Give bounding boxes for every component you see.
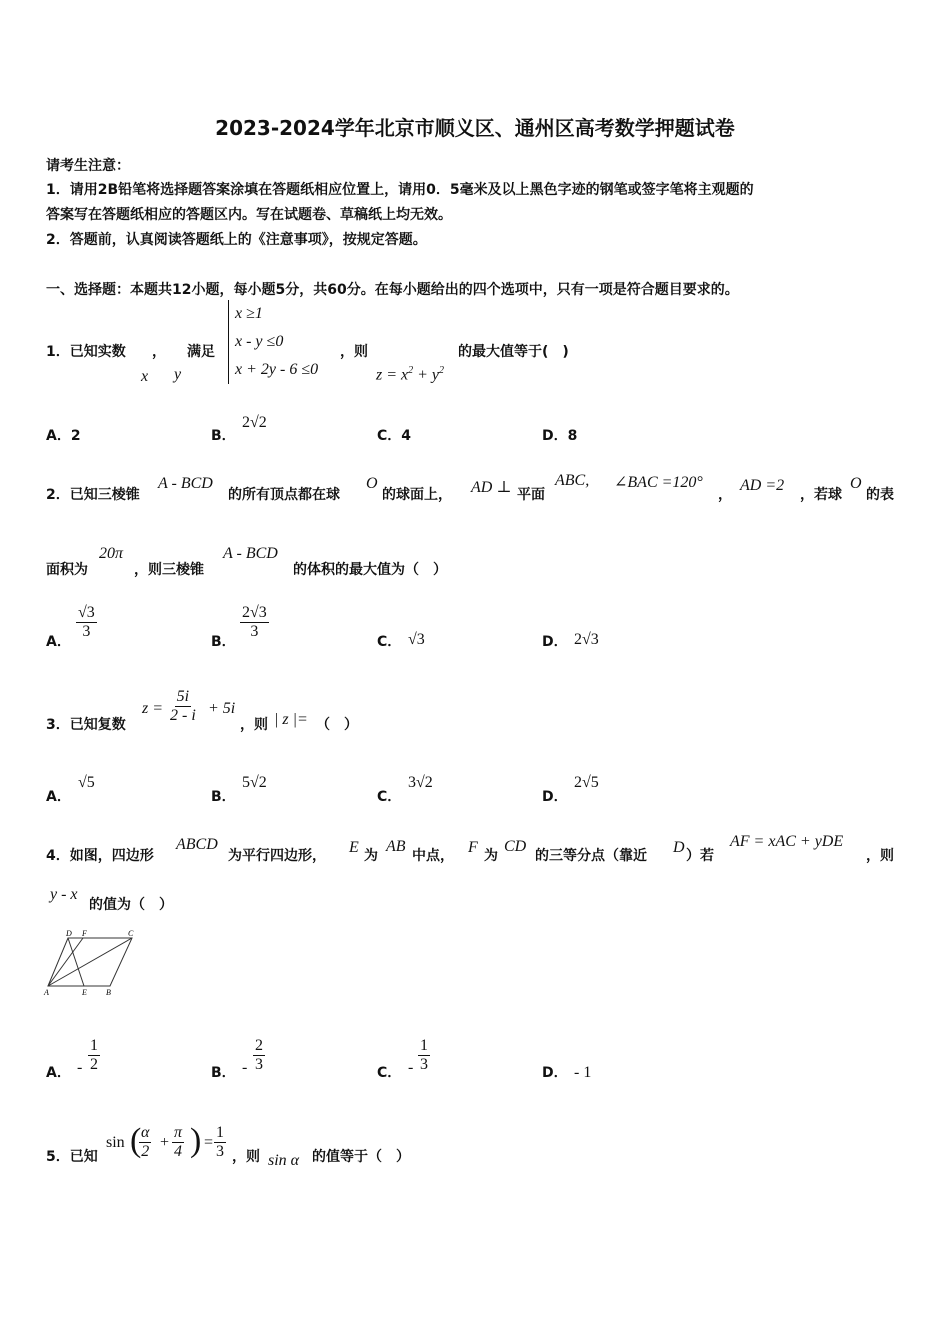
q5-text-1: 5．已知	[46, 1149, 98, 1165]
q4-text-3: 为	[364, 848, 378, 864]
q4-math-5: CD	[504, 838, 527, 855]
q1-option-b[interactable]: B．	[211, 428, 236, 444]
q4-option-a-fraction: $\frac{1}{2}$	[90, 1037, 98, 1073]
label-e: E	[82, 988, 87, 997]
q4-text-2: 为平行四边形，	[228, 848, 326, 864]
q2-math-4: ABC,	[555, 472, 590, 489]
q2-math-7: O	[850, 475, 862, 492]
q3-text-3: （ ）	[316, 717, 358, 733]
q3-text-2: ，则	[240, 717, 268, 733]
q2-text-3: 的球面上，	[382, 487, 452, 503]
q2-text-7: 的表	[866, 487, 894, 503]
q4-option-d[interactable]: D．	[542, 1065, 568, 1081]
q2-option-d-value: 2√3	[574, 631, 599, 648]
q2-line2-math-1: 20π	[99, 545, 124, 562]
q4-math-4: F	[468, 839, 478, 856]
q2-text-6: ，若球	[800, 487, 842, 503]
q3-math-2: + 5i	[208, 700, 236, 717]
q2-math-5: ∠BAC =120°	[614, 474, 703, 491]
q4-math-6: D	[673, 839, 685, 856]
q3-option-c-value: 3√2	[408, 774, 433, 791]
q5-text-3: 的值等于（ ）	[312, 1149, 410, 1165]
q1-text-3: 满足	[187, 344, 215, 360]
q3-option-a[interactable]: A．	[46, 789, 71, 805]
q1-var-x: x	[141, 368, 149, 385]
q4-math-1: ABCD	[176, 836, 218, 853]
q2-option-c[interactable]: C．	[377, 634, 402, 650]
q2-text-4: 平面	[517, 487, 545, 503]
q4-line2-text: 的值为（ ）	[89, 897, 173, 913]
q2-math-2: O	[366, 475, 378, 492]
q3-option-b[interactable]: B．	[211, 789, 236, 805]
q4-option-b-sign: -	[242, 1059, 248, 1076]
q4-option-c-fraction: $\frac{1}{3}$	[420, 1037, 428, 1073]
q4-text-8: ，则	[866, 848, 894, 864]
q3-math-3: | z |=	[274, 711, 308, 728]
q4-text-7: ）若	[686, 848, 714, 864]
q2-math-3: AD ⊥	[471, 479, 512, 496]
section-heading: 一、选择题：本题共12小题，每小题5分，共60分。在每小题给出的四个选项中，只有一项是符合题目要求的。	[46, 282, 739, 298]
q4-math-2: E	[349, 839, 359, 856]
q4-option-a-sign: -	[77, 1059, 83, 1076]
q4-option-b-fraction: $\frac{2}{3}$	[255, 1037, 263, 1073]
q5-sin: sin	[106, 1134, 125, 1151]
q1-text-5: 的最大值等于( )	[458, 344, 569, 360]
q1-option-a[interactable]: A．2	[46, 428, 81, 444]
notice-heading: 请考生注意：	[46, 158, 130, 174]
q4-option-c-sign: -	[408, 1059, 414, 1076]
parallelogram-figure	[40, 928, 140, 998]
q3-option-a-value: √5	[78, 774, 95, 791]
notice-line-3: 2．答题前，认真阅读答题纸上的《注意事项》，按规定答题。	[46, 232, 427, 248]
q2-text-5: ，	[718, 487, 732, 503]
q4-math-7: AF = xAC + yDE	[730, 833, 844, 850]
q2-option-b-fraction: $\frac{2√3}{3}$	[242, 604, 267, 640]
q2-option-b[interactable]: B．	[211, 634, 236, 650]
q4-text-4: 中点，	[412, 848, 454, 864]
q2-text-1: 2．已知三棱锥	[46, 487, 140, 503]
q1-text-2: ，	[152, 344, 166, 360]
q4-math-3: AB	[386, 838, 406, 855]
q1-option-b-value: 2√2	[242, 414, 267, 431]
q1-text-4: ，则	[340, 344, 368, 360]
q5-plus: +	[160, 1134, 170, 1151]
q4-text-5: 为	[484, 848, 498, 864]
q3-option-d[interactable]: D．	[542, 789, 568, 805]
q5-text-2: ，则	[232, 1149, 260, 1165]
q5-left-paren: (	[130, 1122, 142, 1159]
q3-fraction: $\frac{5i}{2 - i}$	[170, 688, 196, 724]
q4-option-b[interactable]: B．	[211, 1065, 236, 1081]
q4-line2-math: y - x	[50, 886, 78, 903]
label-d: D	[66, 929, 72, 938]
notice-line-2: 答案写在答题纸相应的答题区内。写在试题卷、草稿纸上均无效。	[46, 207, 452, 223]
diagonal-ac	[48, 938, 132, 986]
q1-constraint-3: x + 2y - 6 ≤0	[235, 361, 319, 378]
notice-line-1: 1．请用2B铅笔将选择题答案涂填在答题纸相应位置上，请用0．5毫米及以上黑色字迹的钢笔或签字笔将主观题的	[46, 182, 754, 198]
q3-option-b-value: 5√2	[242, 774, 267, 791]
q2-option-a[interactable]: A．	[46, 634, 71, 650]
q3-option-d-value: 2√5	[574, 774, 599, 791]
label-b: B	[106, 988, 111, 997]
q2-line2-text-3: 的体积的最大值为（ ）	[293, 562, 447, 578]
segment-de	[68, 938, 84, 986]
q5-right-paren: )	[190, 1122, 202, 1159]
q2-math-6: AD =2	[740, 477, 785, 494]
q5-fraction-pi: $\frac{\pi}{4}$	[174, 1124, 183, 1160]
q1-constraint-system	[228, 300, 318, 384]
q2-option-a-fraction: $\frac{√3}{3}$	[78, 604, 95, 640]
label-c: C	[128, 929, 134, 938]
q3-math-1: z =	[142, 700, 164, 717]
q1-constraint-1: x ≥1	[235, 305, 263, 322]
q4-option-c[interactable]: C．	[377, 1065, 402, 1081]
q2-line2-text-2: ，则三棱锥	[134, 562, 204, 578]
q4-option-d-value: - 1	[574, 1064, 592, 1081]
q2-math-1: A - BCD	[158, 475, 213, 492]
q1-objective: $z = x^2 + y^2$	[376, 365, 445, 384]
label-a: A	[44, 988, 49, 997]
q4-option-a[interactable]: A．	[46, 1065, 71, 1081]
q1-option-d[interactable]: D．8	[542, 428, 578, 444]
q1-text-1: 1．已知实数	[46, 344, 126, 360]
page-title: 2023-2024学年北京市顺义区、通州区高考数学押题试卷	[215, 116, 735, 140]
q2-option-d[interactable]: D．	[542, 634, 568, 650]
q1-var-y: y	[174, 366, 182, 383]
label-f: F	[82, 929, 87, 938]
q1-constraint-2: x - y ≤0	[235, 333, 284, 350]
q4-text-1: 4．如图，四边形	[46, 848, 154, 864]
q4-text-6: 的三等分点（靠近	[535, 848, 647, 864]
q1-option-c[interactable]: C．4	[377, 428, 412, 444]
q2-line2-text-1: 面积为	[46, 562, 88, 578]
q2-option-c-value: √3	[408, 631, 425, 648]
q2-text-2: 的所有顶点都在球	[228, 487, 340, 503]
q5-math-sin-alpha: sin α	[268, 1152, 300, 1169]
q3-option-c[interactable]: C．	[377, 789, 402, 805]
q5-fraction-alpha: $\frac{\alpha}{2}$	[141, 1124, 150, 1160]
q5-equals: =	[204, 1134, 214, 1151]
q5-fraction-result: $\frac{1}{3}$	[216, 1124, 224, 1160]
q3-text-1: 3．已知复数	[46, 717, 126, 733]
q2-line2-math-2: A - BCD	[223, 545, 278, 562]
